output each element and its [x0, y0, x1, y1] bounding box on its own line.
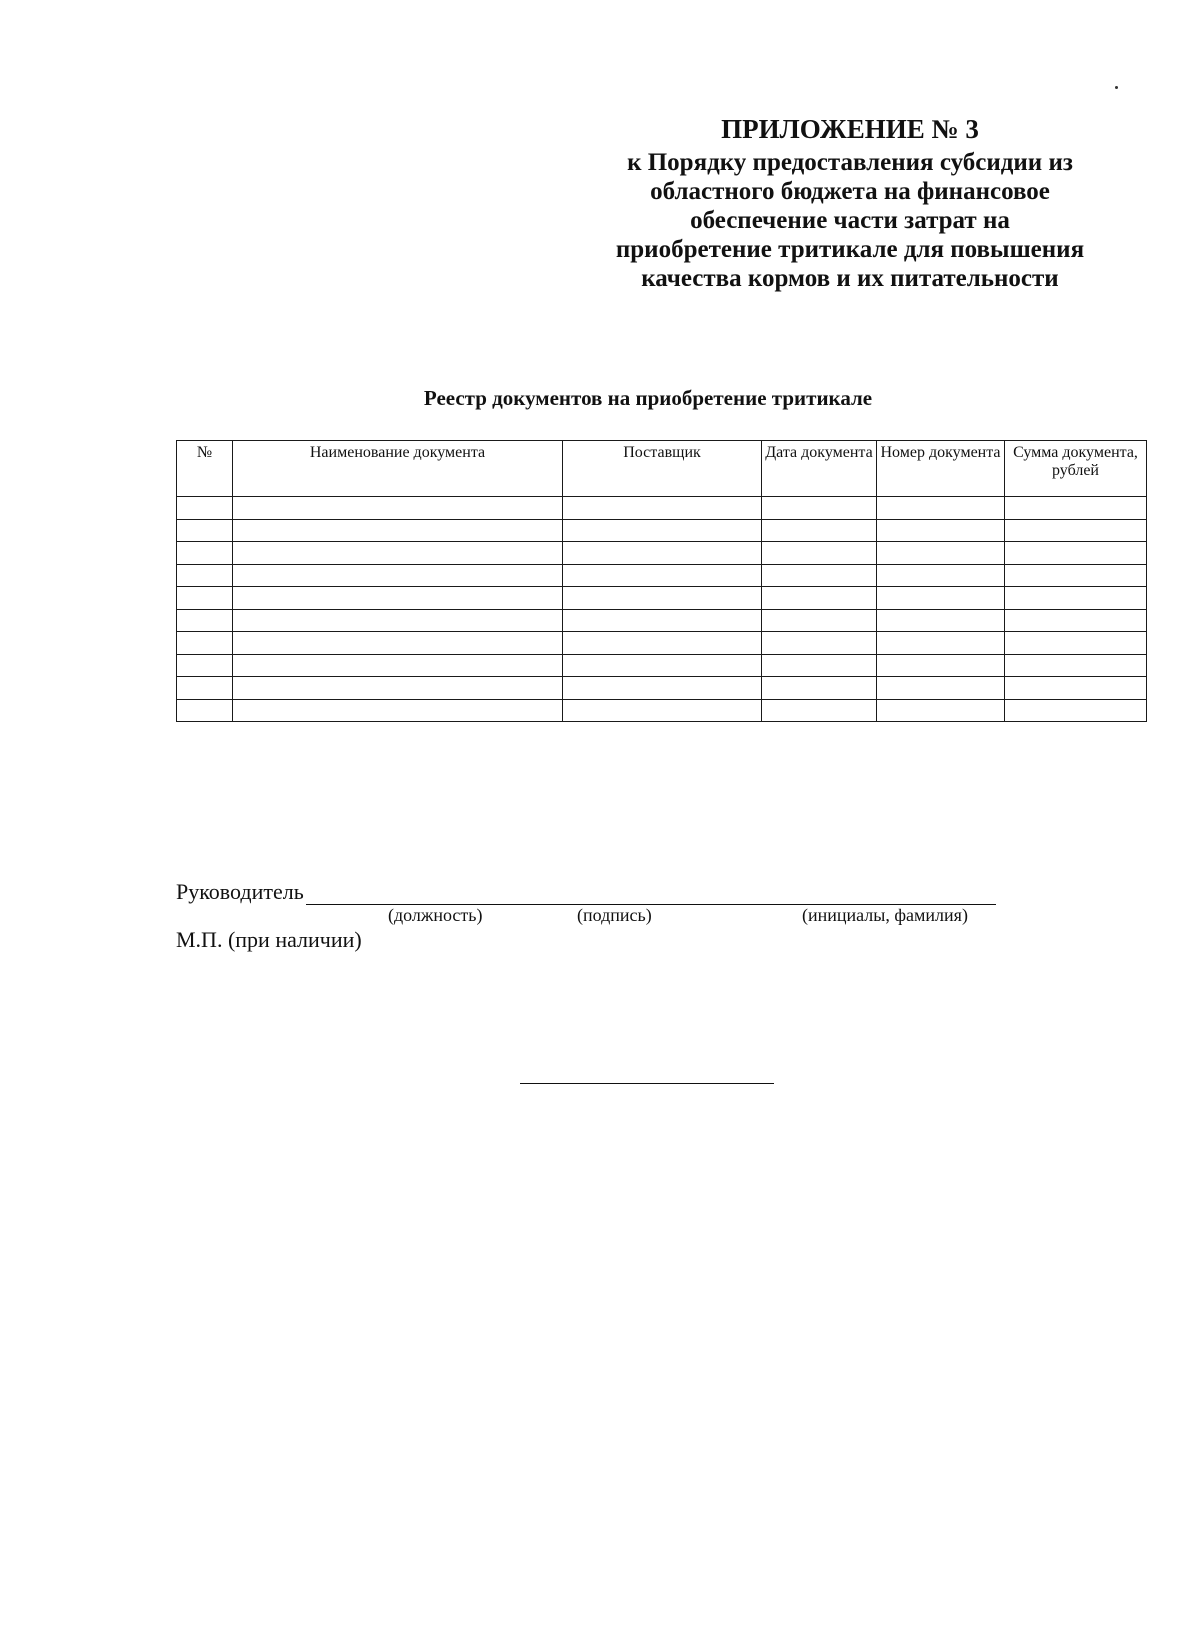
table-cell — [762, 519, 877, 542]
table-cell — [233, 497, 563, 520]
table-cell — [1005, 654, 1147, 677]
registry-table — [176, 440, 1147, 722]
table-cell — [877, 497, 1005, 520]
table-cell — [762, 677, 877, 700]
table-cell — [177, 519, 233, 542]
table-cell — [563, 564, 762, 587]
table-cell — [1005, 699, 1147, 722]
appendix-subtitle-line: обеспечение части затрат на — [690, 207, 1010, 234]
table-cell — [177, 677, 233, 700]
table-cell — [563, 699, 762, 722]
caption-signature: (подпись) — [577, 905, 652, 925]
table-cell — [177, 654, 233, 677]
table-cell — [233, 519, 563, 542]
column-header-document-number: Номер документа — [877, 441, 1005, 497]
signature-captions — [176, 905, 996, 927]
table-cell — [177, 699, 233, 722]
table-cell — [1005, 632, 1147, 655]
scan-speck — [1115, 86, 1118, 89]
signature-block — [176, 875, 996, 953]
table-cell — [877, 632, 1005, 655]
stamp-note: М.П. (при наличии) — [176, 927, 362, 952]
table-cell — [177, 542, 233, 565]
table-cell — [877, 519, 1005, 542]
table-cell — [233, 542, 563, 565]
table-cell — [762, 564, 877, 587]
table-row — [177, 542, 1147, 565]
table-cell — [563, 497, 762, 520]
table-cell — [1005, 677, 1147, 700]
table-row — [177, 677, 1147, 700]
table-cell — [563, 519, 762, 542]
head-label: Руководитель — [176, 879, 304, 904]
column-header-document-sum: Сумма документа, рублей — [1005, 441, 1147, 497]
table-cell — [233, 677, 563, 700]
table-cell — [177, 587, 233, 610]
column-header-number: № — [177, 441, 233, 497]
caption-name: (инициалы, фамилия) — [802, 905, 968, 925]
table-cell — [762, 609, 877, 632]
table-cell — [877, 677, 1005, 700]
table-cell — [233, 699, 563, 722]
table-row — [177, 609, 1147, 632]
column-header-document-name: Наименование документа — [233, 441, 563, 497]
appendix-subtitle-line: приобретение тритикале для повышения — [615, 236, 1085, 263]
table-cell — [877, 654, 1005, 677]
table-cell — [877, 699, 1005, 722]
table-cell — [563, 542, 762, 565]
table-cell — [762, 632, 877, 655]
table-cell — [563, 632, 762, 655]
table-cell — [762, 587, 877, 610]
table-cell — [177, 609, 233, 632]
table-row — [177, 564, 1147, 587]
appendix-subtitle — [580, 148, 1120, 293]
table-cell — [1005, 542, 1147, 565]
end-divider — [520, 1083, 774, 1084]
table-cell — [233, 564, 563, 587]
column-header-document-date: Дата документа — [762, 441, 877, 497]
table-cell — [877, 564, 1005, 587]
table-cell — [762, 654, 877, 677]
table-cell — [1005, 497, 1147, 520]
table-cell — [177, 564, 233, 587]
table-cell — [1005, 519, 1147, 542]
column-header-supplier: Поставщик — [563, 441, 762, 497]
appendix-header — [580, 112, 1120, 293]
appendix-subtitle-line: к Порядку предоставления субсидии из — [627, 149, 1073, 176]
table-row — [177, 587, 1147, 610]
table-cell — [1005, 587, 1147, 610]
table-cell — [877, 542, 1005, 565]
table-body — [177, 497, 1147, 722]
signature-line — [306, 882, 996, 905]
table-cell — [563, 587, 762, 610]
table-cell — [233, 632, 563, 655]
table-row — [177, 497, 1147, 520]
table-cell — [563, 609, 762, 632]
signature-row — [176, 875, 996, 905]
table-row — [177, 654, 1147, 677]
table-header-row — [177, 441, 1147, 497]
register-title: Реестр документов на приобретение тритикале — [423, 386, 873, 410]
table-cell — [877, 587, 1005, 610]
caption-position: (должность) — [388, 905, 483, 925]
table-cell — [762, 542, 877, 565]
table-cell — [233, 587, 563, 610]
appendix-title: ПРИЛОЖЕНИЕ № 3 — [721, 114, 979, 144]
table-row — [177, 699, 1147, 722]
table-cell — [877, 609, 1005, 632]
table-cell — [233, 654, 563, 677]
table-cell — [762, 497, 877, 520]
table-cell — [1005, 609, 1147, 632]
table-cell — [177, 497, 233, 520]
table-cell — [563, 677, 762, 700]
table-cell — [177, 632, 233, 655]
table-cell — [762, 699, 877, 722]
table-cell — [1005, 564, 1147, 587]
appendix-subtitle-line: областного бюджета на финансовое — [650, 178, 1050, 205]
table-row — [177, 519, 1147, 542]
appendix-subtitle-line: качества кормов и их питательности — [641, 265, 1059, 292]
table-row — [177, 632, 1147, 655]
table-cell — [233, 609, 563, 632]
table-cell — [563, 654, 762, 677]
